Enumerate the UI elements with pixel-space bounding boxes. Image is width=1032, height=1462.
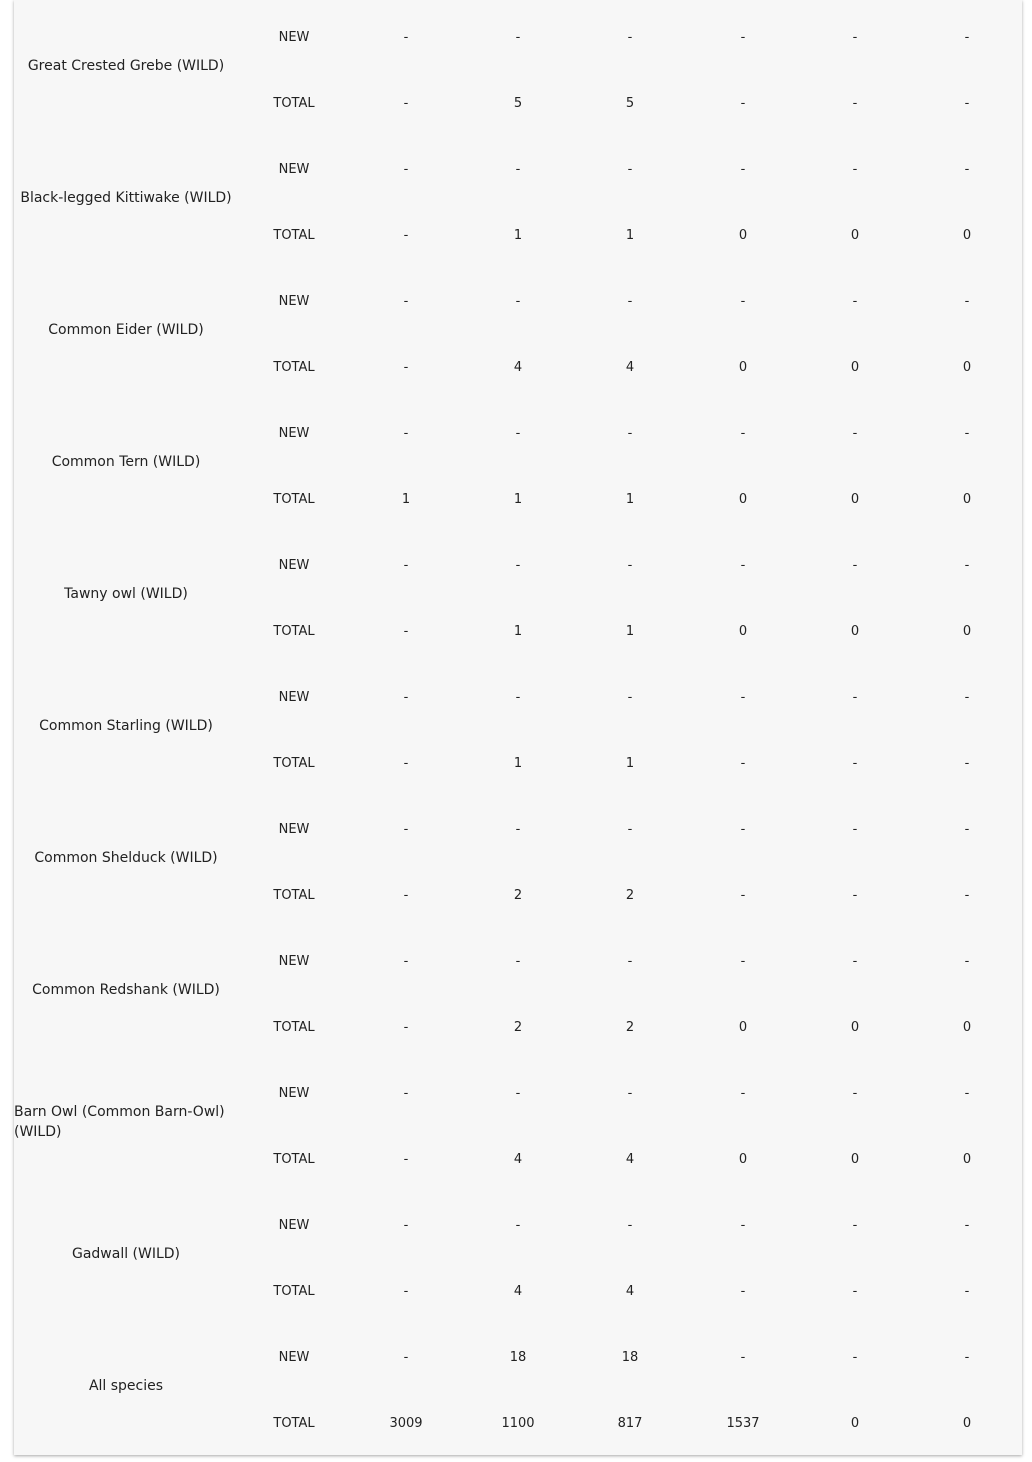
row-type-label: TOTAL bbox=[273, 624, 315, 639]
table-cell: - bbox=[627, 1218, 633, 1233]
table-cell: - bbox=[964, 888, 970, 903]
table-cell: 4 bbox=[513, 1152, 523, 1167]
table-cell: - bbox=[740, 1284, 746, 1299]
table-cell: 1 bbox=[513, 756, 523, 771]
table-cell: - bbox=[627, 426, 633, 441]
table-cell: - bbox=[852, 294, 858, 309]
table-cell: - bbox=[740, 96, 746, 111]
table-cell: - bbox=[852, 822, 858, 837]
table-cell: 18 bbox=[621, 1350, 639, 1365]
table-row-total bbox=[14, 1018, 1022, 1038]
table-cell: - bbox=[740, 954, 746, 969]
row-type-label: TOTAL bbox=[273, 888, 315, 903]
table-cell: 4 bbox=[625, 1152, 635, 1167]
table-cell: - bbox=[852, 1350, 858, 1365]
table-cell: - bbox=[515, 426, 521, 441]
table-row-total bbox=[14, 1282, 1022, 1302]
species-group bbox=[14, 660, 1022, 792]
table-cell: 0 bbox=[850, 228, 860, 243]
table-row-total bbox=[14, 358, 1022, 378]
table-cell: - bbox=[515, 558, 521, 573]
row-type-label: NEW bbox=[278, 822, 310, 837]
table-cell: - bbox=[403, 1020, 409, 1035]
table-row-new bbox=[14, 820, 1022, 840]
table-cell: 0 bbox=[962, 228, 972, 243]
table-cell: - bbox=[964, 1218, 970, 1233]
species-group bbox=[14, 1320, 1022, 1452]
row-type-label: TOTAL bbox=[273, 756, 315, 771]
species-group bbox=[14, 396, 1022, 528]
table-cell: - bbox=[852, 1086, 858, 1101]
table-cell: - bbox=[627, 162, 633, 177]
table-cell: 1 bbox=[625, 492, 635, 507]
table-row-new bbox=[14, 688, 1022, 708]
table-cell: - bbox=[403, 624, 409, 639]
species-name-text: Common Tern (WILD) bbox=[51, 454, 201, 470]
table-cell: - bbox=[964, 822, 970, 837]
table-cell: 4 bbox=[513, 1284, 523, 1299]
table-cell: - bbox=[627, 30, 633, 45]
table-cell: 0 bbox=[962, 1416, 972, 1431]
table-cell: 0 bbox=[738, 1152, 748, 1167]
table-cell: - bbox=[852, 954, 858, 969]
table-cell: - bbox=[403, 228, 409, 243]
species-name-text: Great Crested Grebe (WILD) bbox=[27, 58, 225, 74]
table-row-new bbox=[14, 1348, 1022, 1368]
row-type-label: NEW bbox=[278, 30, 310, 45]
species-stats-table bbox=[14, 0, 1022, 1455]
table-cell: - bbox=[403, 294, 409, 309]
table-cell: - bbox=[515, 162, 521, 177]
table-cell: - bbox=[403, 360, 409, 375]
table-row-total bbox=[14, 622, 1022, 642]
table-row-new bbox=[14, 292, 1022, 312]
table-cell: - bbox=[964, 558, 970, 573]
table-cell: 2 bbox=[513, 1020, 523, 1035]
table-cell: - bbox=[403, 426, 409, 441]
table-cell: - bbox=[964, 756, 970, 771]
species-name-text: Common Eider (WILD) bbox=[48, 322, 204, 338]
row-type-label: TOTAL bbox=[273, 360, 315, 375]
table-cell: 0 bbox=[738, 360, 748, 375]
table-cell: - bbox=[403, 1218, 409, 1233]
table-cell: - bbox=[740, 162, 746, 177]
table-cell: 1 bbox=[513, 492, 523, 507]
table-cell: 0 bbox=[962, 624, 972, 639]
table-cell: 0 bbox=[962, 492, 972, 507]
table-row-new bbox=[14, 28, 1022, 48]
table-cell: 2 bbox=[513, 888, 523, 903]
species-group bbox=[14, 264, 1022, 396]
table-cell: 2 bbox=[625, 888, 635, 903]
table-cell: - bbox=[964, 1284, 970, 1299]
table-cell: - bbox=[740, 1350, 746, 1365]
table-cell: 0 bbox=[850, 1416, 860, 1431]
table-cell: - bbox=[515, 954, 521, 969]
table-cell: 5 bbox=[625, 96, 635, 111]
table-cell: 1 bbox=[401, 492, 411, 507]
row-type-label: NEW bbox=[278, 162, 310, 177]
row-type-label: NEW bbox=[278, 294, 310, 309]
table-row-new bbox=[14, 952, 1022, 972]
row-type-label: NEW bbox=[278, 426, 310, 441]
table-cell: - bbox=[403, 888, 409, 903]
table-cell: - bbox=[964, 690, 970, 705]
table-cell: 0 bbox=[962, 360, 972, 375]
row-type-label: TOTAL bbox=[273, 1284, 315, 1299]
table-cell: 0 bbox=[850, 1152, 860, 1167]
row-type-label: NEW bbox=[278, 1218, 310, 1233]
table-cell: 0 bbox=[850, 1020, 860, 1035]
table-cell: - bbox=[403, 954, 409, 969]
row-type-label: TOTAL bbox=[273, 96, 315, 111]
table-cell: 0 bbox=[738, 1020, 748, 1035]
table-cell: - bbox=[964, 30, 970, 45]
table-row-new bbox=[14, 1216, 1022, 1236]
table-cell: - bbox=[403, 1152, 409, 1167]
species-group bbox=[14, 1188, 1022, 1320]
table-cell: - bbox=[403, 1284, 409, 1299]
table-cell: - bbox=[740, 30, 746, 45]
table-cell: - bbox=[852, 558, 858, 573]
table-cell: - bbox=[515, 690, 521, 705]
table-cell: - bbox=[740, 558, 746, 573]
table-row-total bbox=[14, 754, 1022, 774]
table-cell: - bbox=[964, 96, 970, 111]
table-cell: 2 bbox=[625, 1020, 635, 1035]
table-cell: - bbox=[740, 1086, 746, 1101]
table-cell: - bbox=[627, 954, 633, 969]
table-cell: 4 bbox=[625, 360, 635, 375]
table-cell: 0 bbox=[738, 228, 748, 243]
table-cell: 1537 bbox=[726, 1416, 760, 1431]
table-cell: - bbox=[740, 822, 746, 837]
row-type-label: NEW bbox=[278, 558, 310, 573]
row-type-label: TOTAL bbox=[273, 1152, 315, 1167]
table-cell: - bbox=[740, 888, 746, 903]
table-cell: 1 bbox=[625, 624, 635, 639]
table-cell: - bbox=[740, 294, 746, 309]
row-type-label: NEW bbox=[278, 1350, 310, 1365]
table-cell: - bbox=[515, 30, 521, 45]
species-name-text: Common Redshank (WILD) bbox=[32, 982, 220, 998]
species-name-text: Common Shelduck (WILD) bbox=[34, 850, 218, 866]
species-name-text: Tawny owl (WILD) bbox=[64, 586, 188, 602]
table-cell: - bbox=[964, 162, 970, 177]
table-cell: - bbox=[852, 690, 858, 705]
row-type-label: NEW bbox=[278, 954, 310, 969]
table-cell: 4 bbox=[513, 360, 523, 375]
species-group bbox=[14, 0, 1022, 132]
table-row-new bbox=[14, 160, 1022, 180]
species-name-text: Barn Owl (Common Barn-Owl) (WILD) bbox=[14, 1104, 225, 1140]
table-cell: 0 bbox=[738, 624, 748, 639]
table-row-new bbox=[14, 424, 1022, 444]
species-group bbox=[14, 924, 1022, 1056]
table-cell: - bbox=[403, 822, 409, 837]
table-cell: - bbox=[852, 96, 858, 111]
table-cell: 4 bbox=[625, 1284, 635, 1299]
table-cell: - bbox=[740, 1218, 746, 1233]
table-cell: - bbox=[403, 756, 409, 771]
table-cell: 0 bbox=[962, 1020, 972, 1035]
table-cell: 0 bbox=[738, 492, 748, 507]
table-row-total bbox=[14, 490, 1022, 510]
table-row-total bbox=[14, 226, 1022, 246]
table-cell: - bbox=[964, 1086, 970, 1101]
table-cell: 1100 bbox=[501, 1416, 535, 1431]
table-cell: - bbox=[964, 1350, 970, 1365]
table-cell: 0 bbox=[850, 360, 860, 375]
row-type-label: TOTAL bbox=[273, 1020, 315, 1035]
table-cell: 18 bbox=[509, 1350, 527, 1365]
table-row-total bbox=[14, 886, 1022, 906]
table-cell: 3009 bbox=[389, 1416, 423, 1431]
table-cell: - bbox=[627, 822, 633, 837]
table-row-total bbox=[14, 1150, 1022, 1170]
table-cell: - bbox=[627, 1086, 633, 1101]
table-cell: - bbox=[852, 1218, 858, 1233]
species-name-text: All species bbox=[88, 1378, 164, 1394]
table-cell: 0 bbox=[962, 1152, 972, 1167]
species-name-text: Common Starling (WILD) bbox=[39, 718, 213, 734]
table-cell: 817 bbox=[617, 1416, 643, 1431]
species-name-text: Gadwall (WILD) bbox=[71, 1246, 181, 1262]
table-cell: - bbox=[403, 96, 409, 111]
table-cell: - bbox=[627, 558, 633, 573]
row-type-label: TOTAL bbox=[273, 228, 315, 243]
table-cell: - bbox=[740, 426, 746, 441]
table-cell: - bbox=[515, 1086, 521, 1101]
table-cell: - bbox=[964, 954, 970, 969]
species-group bbox=[14, 1056, 1022, 1188]
table-cell: - bbox=[403, 1086, 409, 1101]
table-row-total bbox=[14, 1414, 1022, 1434]
table-cell: - bbox=[403, 1350, 409, 1365]
table-cell: 0 bbox=[850, 492, 860, 507]
table-cell: - bbox=[852, 756, 858, 771]
species-group bbox=[14, 132, 1022, 264]
table-cell: 5 bbox=[513, 96, 523, 111]
table-cell: - bbox=[852, 30, 858, 45]
table-cell: - bbox=[964, 294, 970, 309]
row-type-label: NEW bbox=[278, 1086, 310, 1101]
table-cell: 1 bbox=[513, 624, 523, 639]
table-cell: 1 bbox=[513, 228, 523, 243]
table-cell: 1 bbox=[625, 228, 635, 243]
table-cell: - bbox=[515, 294, 521, 309]
table-cell: - bbox=[515, 822, 521, 837]
table-cell: - bbox=[403, 162, 409, 177]
table-row-new bbox=[14, 1084, 1022, 1104]
table-cell: - bbox=[852, 888, 858, 903]
row-type-label: TOTAL bbox=[273, 492, 315, 507]
table-cell: - bbox=[515, 1218, 521, 1233]
table-cell: 1 bbox=[625, 756, 635, 771]
table-cell: - bbox=[403, 690, 409, 705]
table-cell: - bbox=[964, 426, 970, 441]
table-cell: - bbox=[852, 162, 858, 177]
table-cell: - bbox=[852, 1284, 858, 1299]
row-type-label: TOTAL bbox=[273, 1416, 315, 1431]
species-group bbox=[14, 528, 1022, 660]
species-name-text: Black-legged Kittiwake (WILD) bbox=[20, 190, 232, 206]
table-cell: - bbox=[852, 426, 858, 441]
row-type-label: NEW bbox=[278, 690, 310, 705]
table-cell: 0 bbox=[850, 624, 860, 639]
table-cell: - bbox=[627, 690, 633, 705]
table-cell: - bbox=[627, 294, 633, 309]
table-cell: - bbox=[403, 558, 409, 573]
table-cell: - bbox=[403, 30, 409, 45]
table-row-total bbox=[14, 94, 1022, 114]
table-row-new bbox=[14, 556, 1022, 576]
species-group bbox=[14, 792, 1022, 924]
table-cell: - bbox=[740, 690, 746, 705]
table-cell: - bbox=[740, 756, 746, 771]
